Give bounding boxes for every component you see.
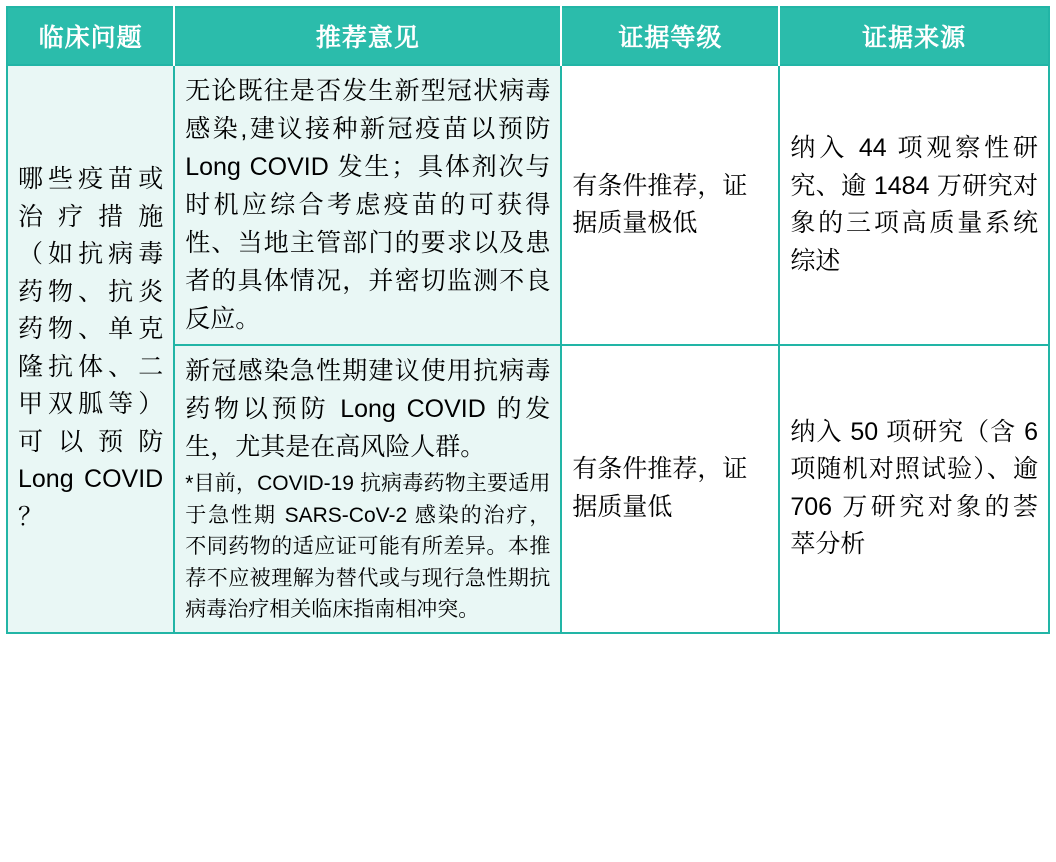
cell-clinical-question: 哪些疫苗或治疗措施（如抗病毒药物、抗炎药物、单克隆抗体、二甲双胍等）可以预防 Long COVID ？ bbox=[7, 65, 174, 633]
cell-recommendation bbox=[174, 345, 561, 633]
table-header bbox=[7, 7, 1049, 65]
column-header-evidence-level: 证据等级 bbox=[561, 7, 779, 65]
recommendation-text: 无论既往是否发生新型冠状病毒感染,建议接种新冠疫苗以预防 Long COVID 发生；具体剂次与时机应综合考虑疫苗的可获得性、当地主管部门的要求以及患者的具体情况，并密切监测不良反应。 bbox=[185, 77, 551, 333]
recommendation-text: 新冠感染急性期建议使用抗病毒药物以预防 Long COVID 的发生，尤其是在高风险人群。 bbox=[185, 357, 551, 461]
column-header-recommendation: 推荐意见 bbox=[174, 7, 561, 65]
column-header-clinical-question: 临床问题 bbox=[7, 7, 174, 65]
recommendation-footnote: *目前，COVID-19 抗病毒药物主要适用于急性期 SARS-CoV-2 感染的治疗，不同药物的适应证可能有所差异。本推荐不应被理解为替代或与现行急性期抗病毒治疗相关临床指南相冲突。 bbox=[185, 472, 551, 621]
cell-evidence-level: 有条件推荐，证据质量低 bbox=[561, 345, 779, 633]
cell-recommendation bbox=[174, 65, 561, 345]
table-body bbox=[7, 65, 1049, 633]
table-header-row bbox=[7, 7, 1049, 65]
table-row bbox=[7, 65, 1049, 345]
cell-evidence-source: 纳入 44 项观察性研究、逾 1484 万研究对象的三项高质量系统综述 bbox=[779, 65, 1049, 345]
column-header-evidence-source: 证据来源 bbox=[779, 7, 1049, 65]
cell-evidence-source: 纳入 50 项研究（含 6 项随机对照试验）、逾 706 万研究对象的荟萃分析 bbox=[779, 345, 1049, 633]
guideline-table bbox=[6, 6, 1050, 634]
cell-evidence-level: 有条件推荐，证据质量极低 bbox=[561, 65, 779, 345]
